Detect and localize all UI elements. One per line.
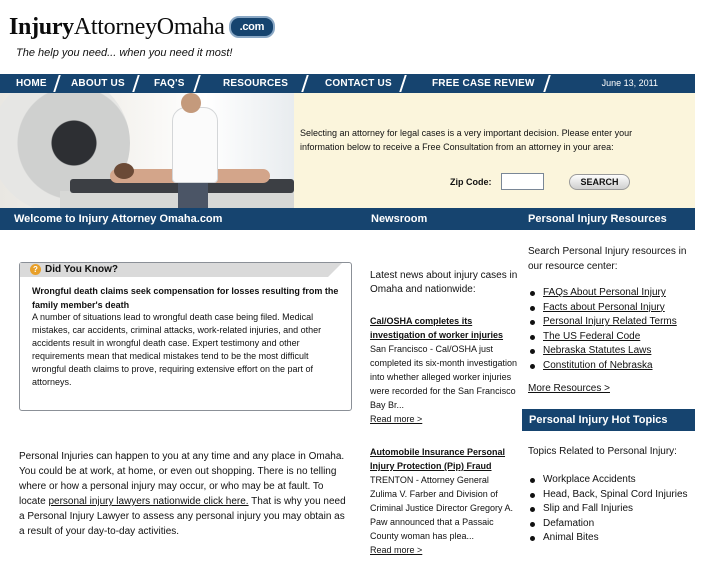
- news-item-summary: TRENTON - Attorney General Zulima V. Farber and Division of Criminal Justice Director Gregory A. Paw announced that a Passaic County woman has plea...: [370, 475, 514, 541]
- resource-link-nebraska-constitution[interactable]: Constitution of Nebraska: [543, 359, 653, 371]
- list-item: [528, 344, 698, 359]
- resources-list: [528, 286, 698, 374]
- scanner-bed-base: [60, 191, 294, 208]
- nav-separator: [400, 74, 406, 93]
- hero-photo-mri-scan: [0, 93, 294, 208]
- news-item: [370, 445, 518, 557]
- news-item: [370, 314, 518, 426]
- nav-contact-us[interactable]: CONTACT US: [325, 78, 392, 89]
- welcome-section-header: Welcome to Injury Attorney Omaha.com: [0, 208, 362, 230]
- list-item: [528, 286, 698, 301]
- hot-topics-list: [528, 473, 698, 546]
- list-item: Defamation: [528, 517, 698, 532]
- resource-link-faqs[interactable]: FAQs About Personal Injury: [543, 287, 666, 298]
- resources-section-header: Personal Injury Resources: [520, 208, 695, 230]
- news-item-title[interactable]: Cal/OSHA completes its investigation of worker injuries: [370, 316, 504, 340]
- resource-link-federal-code[interactable]: The US Federal Code: [543, 330, 641, 342]
- main-nav: [0, 74, 695, 93]
- hero-banner: [0, 93, 695, 208]
- nav-faqs[interactable]: FAQ'S: [154, 78, 185, 89]
- nav-separator: [194, 74, 200, 93]
- list-item: Animal Bites: [528, 531, 698, 546]
- did-you-know-title: Did You Know?: [45, 264, 118, 275]
- logo-domain-badge: .com: [229, 16, 275, 38]
- more-resources-link[interactable]: More Resources >: [528, 382, 610, 394]
- zip-code-input[interactable]: [501, 173, 544, 190]
- list-item: Head, Back, Spinal Cord Injuries: [528, 488, 698, 503]
- logo-bold-text: Injury: [9, 14, 74, 40]
- resources-column: [528, 244, 698, 394]
- lawyers-nationwide-link[interactable]: personal injury lawyers nationwide click here.: [48, 496, 249, 507]
- resource-link-terms[interactable]: Personal Injury Related Terms: [543, 316, 677, 328]
- newsroom-section-header: Newsroom: [362, 208, 520, 230]
- hot-topics-intro: Topics Related to Personal Injury:: [528, 446, 677, 457]
- did-you-know-body: A number of situations lead to wrongful death case being filed. Medical mistakes, car accidents, criminal attacks, work-related injuries, and other accidents result in wrongful death case. Expert testimony and other requirements mean that medical mistakes tend to be the most difficult wrongful death claims to prove, requiring extensive effort on the part of attorneys.: [32, 312, 322, 387]
- hero-intro-text: Selecting an attorney for legal cases is a very important decision. Please enter your information below to receive a Free Consultation from an attorney in your area:: [300, 128, 633, 152]
- hot-topics-column: [528, 444, 698, 546]
- nav-separator: [54, 74, 60, 93]
- news-item-summary: San Francisco - Cal/OSHA just completed its six-month investigation into whether alleged worker injuries were recorded for the San Francisco Bay Br...: [370, 344, 518, 410]
- newsroom-lead: Latest news about injury cases in Omaha and nationwide:: [370, 270, 518, 295]
- intro-text-after: That is why you need a Personal Injury Lawyer to assess any personal injury you may obtain as a result of your day-to-day activities.: [19, 496, 346, 537]
- list-item: [528, 330, 698, 345]
- list-item: Slip and Fall Injuries: [528, 502, 698, 517]
- intro-text-before: Personal Injuries can happen to you at any time and any place in Omaha. You could be at work, at home, or even out shopping. There is no telling where or how a personal injury may occur, or who may be at fault. To locate: [19, 451, 345, 507]
- intro-paragraph: [19, 449, 349, 539]
- nav-separator: [133, 74, 139, 93]
- nav-about-us[interactable]: ABOUT US: [71, 78, 125, 89]
- tagline: The help you need... when you need it most!: [16, 47, 233, 59]
- question-icon: ?: [30, 264, 41, 275]
- doctor-head: [181, 93, 201, 113]
- list-item: Workplace Accidents: [528, 473, 698, 488]
- newsroom-column: [370, 269, 518, 576]
- nav-free-case-review[interactable]: FREE CASE REVIEW: [432, 78, 535, 89]
- resource-link-facts[interactable]: Facts about Personal Injury: [543, 301, 665, 313]
- list-item: [528, 315, 698, 330]
- hot-topics-section-header: Personal Injury Hot Topics: [522, 409, 695, 431]
- did-you-know-headline: Wrongful death claims seek compensation for losses resulting from the family member's death: [32, 286, 339, 310]
- logo-text: AttorneyOmaha: [73, 14, 225, 40]
- search-button[interactable]: SEARCH: [569, 174, 630, 190]
- nav-home[interactable]: HOME: [16, 78, 47, 89]
- zip-code-label: Zip Code:: [450, 177, 492, 187]
- list-item: [528, 359, 698, 374]
- patient-head: [114, 163, 134, 179]
- news-item-title[interactable]: Automobile Insurance Personal Injury Protection (Pip) Fraud: [370, 447, 506, 471]
- site-logo[interactable]: [9, 13, 275, 41]
- nav-resources[interactable]: RESOURCES: [223, 78, 289, 89]
- nav-separator: [302, 74, 308, 93]
- nav-separator: [544, 74, 550, 93]
- read-more-link[interactable]: Read more >: [370, 414, 423, 424]
- doctor-legs: [178, 179, 208, 208]
- resource-link-nebraska-statutes[interactable]: Nebraska Statutes Laws: [543, 345, 652, 357]
- resources-intro: Search Personal Injury resources in our resource center:: [528, 246, 687, 272]
- doctor-figure: [172, 107, 218, 183]
- did-you-know-box: [19, 262, 352, 411]
- nav-date: June 13, 2011: [601, 78, 658, 88]
- list-item: [528, 301, 698, 316]
- read-more-link[interactable]: Read more >: [370, 545, 423, 555]
